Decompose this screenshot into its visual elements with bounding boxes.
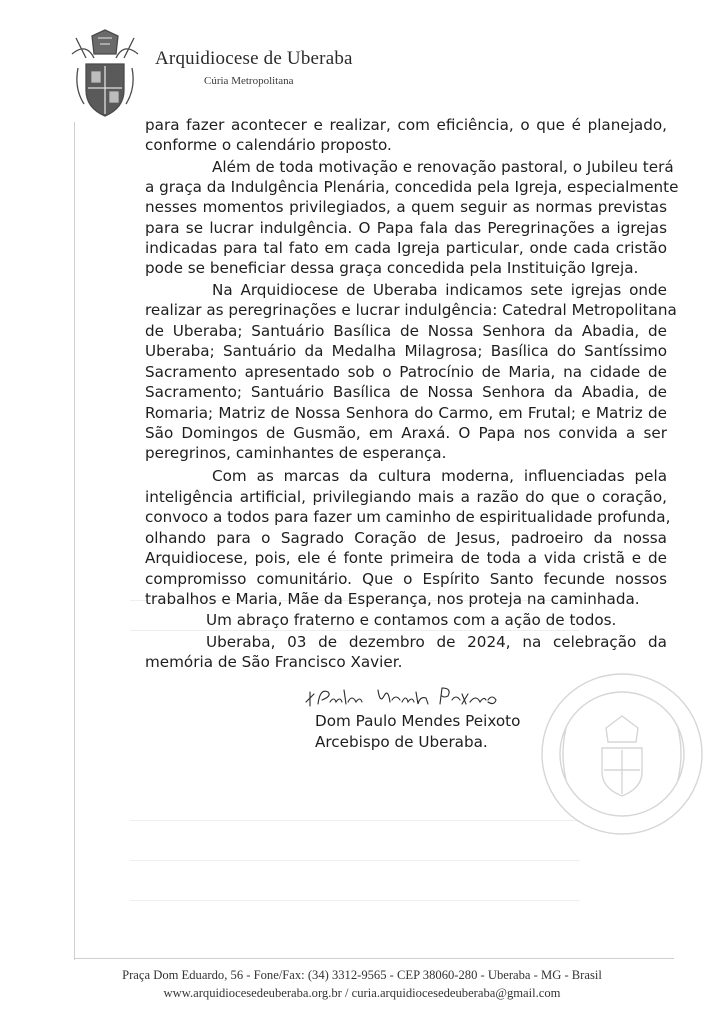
body-line: memória de São Francisco Xavier. bbox=[145, 653, 403, 671]
signer-name: Dom Paulo Mendes Peixoto bbox=[315, 712, 521, 730]
handwritten-signature bbox=[300, 682, 500, 712]
embossed-seal-icon bbox=[536, 668, 708, 840]
body-line: indicadas para tal fato em cada Igreja particular, onde cada cristão bbox=[145, 239, 667, 257]
body-line: Além de toda motivação e renovação pastoral, o Jubileu terá bbox=[212, 158, 674, 176]
body-line: olhando para o Sagrado Coração de Jesus, padroeiro da nossa bbox=[145, 529, 667, 547]
body-line: Uberaba, 03 de dezembro de 2024, na celebração da bbox=[206, 633, 667, 651]
body-line: para fazer acontecer e realizar, com eficiência, o que é planejado, bbox=[145, 116, 667, 134]
body-line: trabalhos e Maria, Mãe da Esperança, nos proteja na caminhada. bbox=[145, 590, 640, 608]
body-line: convoco a todos para fazer um caminho de espiritualidade profunda, bbox=[145, 508, 671, 526]
page-bottom-line bbox=[74, 958, 674, 959]
body-line: Uberaba; Santuário da Medalha Milagrosa; Basílica do Santíssimo bbox=[145, 342, 667, 360]
bleed-through-line bbox=[130, 900, 580, 901]
body-line: Arquidiocese, pois, ele é fonte primeira de toda a vida cristã e de bbox=[145, 549, 667, 567]
body-line: São Domingos de Gusmão, em Araxá. O Papa nos convida a ser bbox=[145, 424, 667, 442]
signer-title: Arcebispo de Uberaba. bbox=[315, 733, 488, 751]
page-margin-line bbox=[74, 122, 75, 960]
body-line: Na Arquidiocese de Uberaba indicamos sete igrejas onde bbox=[212, 281, 667, 299]
bleed-through-line bbox=[130, 820, 580, 821]
body-line: Sacramento apresentado sob o Patrocínio de Maria, na cidade de bbox=[145, 363, 667, 381]
body-line: conforme o calendário proposto. bbox=[145, 136, 392, 154]
body-line: peregrinos, caminhantes de esperança. bbox=[145, 444, 447, 462]
body-line: Um abraço fraterno e contamos com a ação de todos. bbox=[206, 611, 617, 629]
organization-name: Arquidiocese de Uberaba bbox=[155, 48, 353, 69]
body-line: Romaria; Matriz de Nossa Senhora do Carmo, em Frutal; e Matriz de bbox=[145, 404, 667, 422]
body-line: nesses momentos privilegiados, a quem seguir as normas previstas bbox=[145, 198, 667, 216]
body-line: realizar as peregrinações e lucrar indulgência: Catedral Metropolitana bbox=[145, 301, 677, 319]
bleed-through-line bbox=[130, 860, 580, 861]
footer-address: Praça Dom Eduardo, 56 - Fone/Fax: (34) 3312-9565 - CEP 38060-280 - Uberaba - MG - Brasil bbox=[122, 968, 602, 982]
footer-contact: www.arquidiocesedeuberaba.org.br / curia.arquidiocesedeuberaba@gmail.com bbox=[163, 986, 561, 1000]
body-line: de Uberaba; Santuário Basílica de Nossa Senhora da Abadia, de bbox=[145, 322, 667, 340]
bleed-through-line bbox=[130, 630, 580, 631]
archdiocese-coat-of-arms-icon bbox=[66, 28, 144, 120]
body-line: a graça da Indulgência Plenária, concedida pela Igreja, especialmente bbox=[145, 178, 679, 196]
body-line: Sacramento; Santuário Basílica de Nossa Senhora da Abadia, de bbox=[145, 383, 667, 401]
body-line: compromisso comunitário. Que o Espírito Santo fecunde nossos bbox=[145, 570, 667, 588]
body-line: Com as marcas da cultura moderna, influenciadas pela bbox=[212, 467, 667, 485]
body-line: para se lucrar indulgência. O Papa fala das Peregrinações a igrejas bbox=[145, 219, 667, 237]
body-line: inteligência artificial, privilegiando mais a razão do que o coração, bbox=[145, 488, 667, 506]
body-line: pode se beneficiar dessa graça concedida pela Instituição Igreja. bbox=[145, 259, 639, 277]
organization-subtitle: Cúria Metropolitana bbox=[204, 75, 294, 87]
